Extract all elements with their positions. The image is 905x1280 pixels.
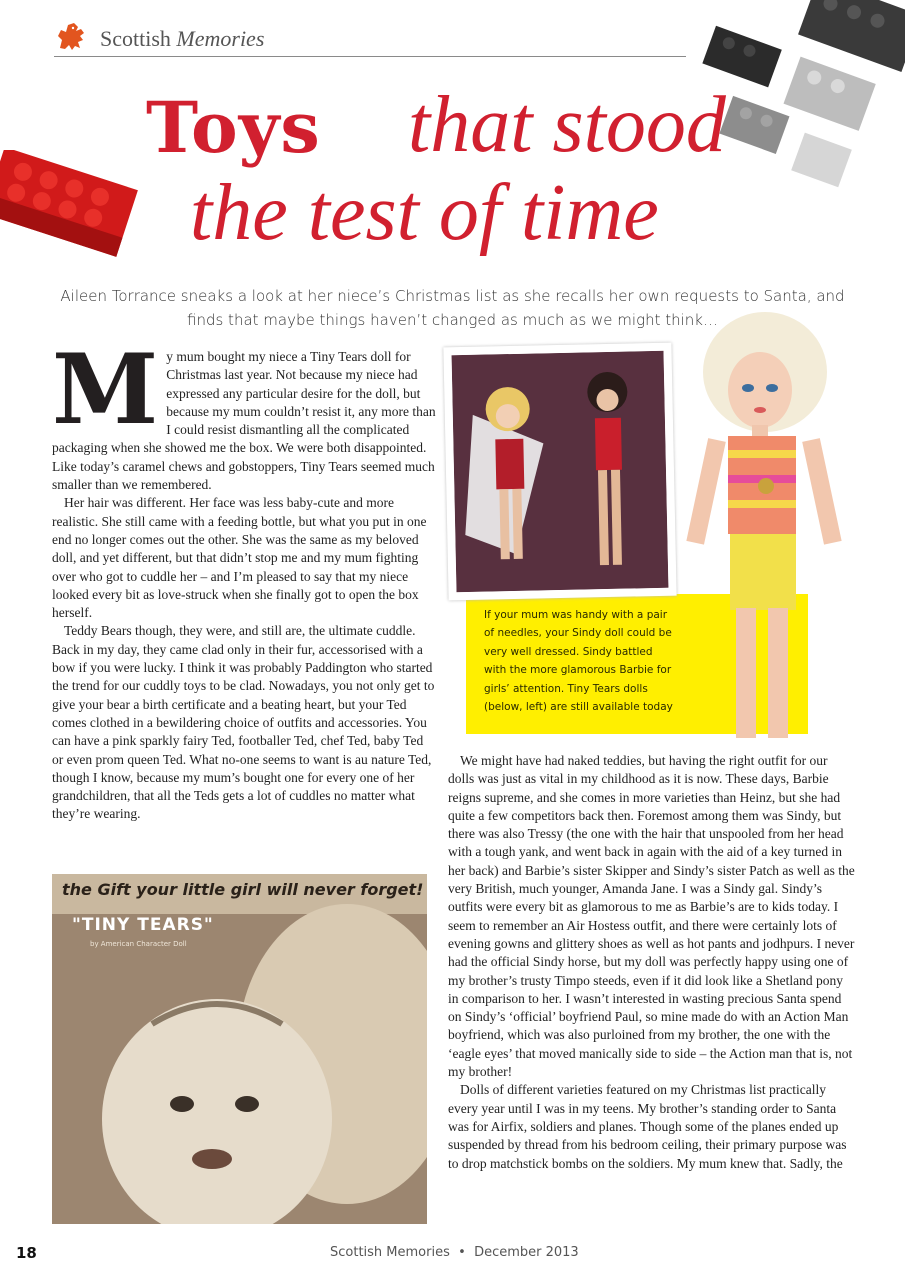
title-italic-line-1: that stood [408, 81, 726, 169]
paragraph: Dolls of different varieties featured on my Christmas list practically every year until I was in my teens. My brother’s standing order to Santa was for Airfix, soldiers and planes. Though some of the planes ended up suspended by thread from his bedroom ceiling, their primary purpose was to drop matchstick bombs on the soldiers. My mum knew that. Sadly, the [448, 1082, 847, 1171]
advert-subline: by American Character Doll [90, 940, 187, 948]
paragraph: Her hair was different. Her face was less baby-cute and more realistic. She still came with a feeding bottle, but what you put in one end no longer comes out the other. She was the same as my beloved doll, and yet different, but that didn’t stop me and my mum fighting over who got to cuddle her – and I’m pleased to say that my niece looked every bit as love-struck when she finally got to open the box herself. [52, 495, 427, 621]
section-name: Scottish Memories [100, 26, 265, 51]
title-bold-word: Toys [146, 86, 321, 169]
advert-brand: "TINY TEARS" [72, 915, 214, 935]
sindy-doll-image [680, 310, 850, 750]
article-left-column [52, 333, 436, 824]
lion-rampant-logo-icon [54, 20, 88, 52]
page-number: 18 [16, 1244, 37, 1262]
drop-cap: M [52, 333, 159, 446]
paragraph: Teddy Bears though, they were, and still are, the ultimate cuddle. Back in my day, they came clad only in their fur, accessorised with a bow if you were lucky. I think it was probably Paddington who started the trend for our cuddly toys to be clad. Nowadays, you not only get to give your bear a birth certificate and a beating heart, but your Ted comes clothed in a bewildering choice of outfits and accessories. You can have a pink sparkly fairy Ted, footballer Ted, chef Ted, baby Ted or even prom queen Ted. What no-one seems to want is au nature Ted, though I know, because my mum’s bought one for every one of her grandchildren, that all the Teds gets a lot of cuddles no matter what they’re wearing. [52, 623, 435, 822]
dolls-photo-image [452, 351, 669, 592]
advert-headline: the Gift your little girl will never forget! [62, 880, 424, 899]
standfirst: Aileen Torrance sneaks a look at her niece’s Christmas list as she recalls her own requests to Santa, and finds that maybe things haven’t changed as much as we might think… [60, 287, 845, 329]
red-lego-brick-image [0, 150, 140, 260]
photo-caption: If your mum was handy with a pair of needles, your Sindy doll could be very well dressed. Sindy battled with the more glamorous Barbie for girls’ attention. Tiny Tears dolls (below, left) are still available today [484, 609, 673, 714]
header-rule [54, 56, 686, 57]
article-right-column [448, 752, 856, 1173]
paragraph: y mum bought my niece a Tiny Tears doll for Christmas last year. Not because my niece had expressed any particular desire for the doll, but because my mum couldn’t resist it, any more than I could resist dismantling all the complicated packaging when she showed me the box. We were both disappointed. Like today’s caramel chews and gobstoppers, Tiny Tears seemed much smaller than we remembered. [52, 349, 436, 493]
title-italic-line-2: the test of time [190, 169, 659, 257]
footer-publication: Scottish Memories • December 2013 [330, 1245, 579, 1260]
dolls-photo [443, 343, 676, 601]
paragraph: We might have had naked teddies, but having the right outfit for our dolls was just as vital in my childhood as it is now. These days, Barbie reigns supreme, and she comes in more varieties than Heinz, but she had quite a few competitors back then. Foremost among them was Sindy, but there was also Tressy (the one with the hair that unspooled from her head with a tough yank, and went back in again with the aid of a key turned in her back) and Barbie’s sister Skipper and Sindy’s sister Patch as well as the very British, much younger, Amanda Jane. I was a Sindy gal. Sindy’s outfits were every bit as glamorous to me as Barbie’s are to kids today. I seem to remember an Air Hostess outfit, and there were certainly lots of evening gowns and glittery shoes as well as hot pants and jodhpurs. I never had the official Sindy horse, but my doll was perfectly happy using one of my brother’s trusty Timpo steeds, even if it did look like a Shetland pony in comparison to her. I wasn’t interested in wasting precious Santa spend on Sindy’s ‘official’ boyfriend Paul, so mine made do with an Action Man boyfriend, which was also purloined from my brother, the one with the ‘eagle eyes’ that moved manically side to side – the Action man that is, not my brother! [448, 753, 855, 1080]
